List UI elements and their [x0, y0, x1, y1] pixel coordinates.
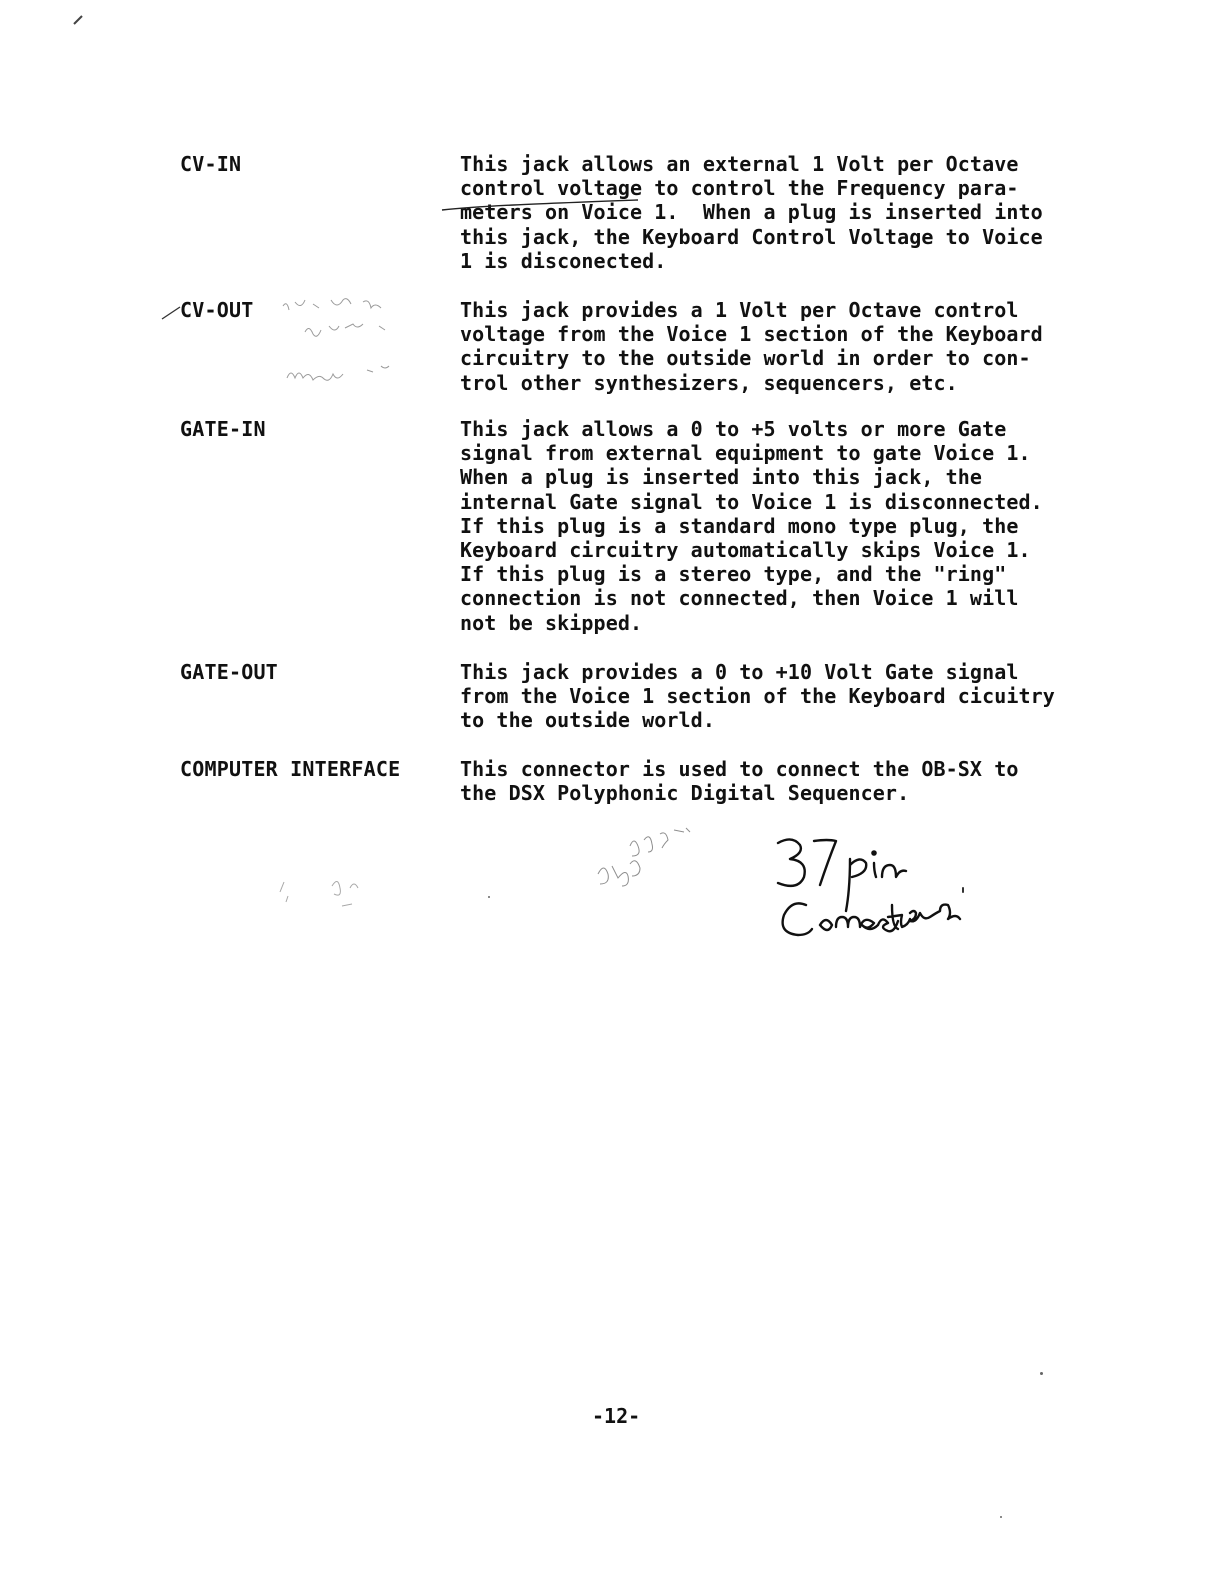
pen-check-mark — [160, 303, 182, 323]
handwritten-note-37-pin-connection — [770, 835, 1030, 955]
description-line: When a plug is inserted into this jack, the — [460, 465, 983, 490]
scan-speck — [1000, 1516, 1002, 1518]
faint-pencil-scribble — [272, 862, 372, 912]
faint-pencil-scribble — [275, 296, 415, 388]
scan-speck — [488, 896, 490, 898]
entry-description — [460, 757, 1100, 805]
description-line: voltage from the Voice 1 section of the Keyboard — [460, 322, 1043, 347]
description-line: signal from external equipment to gate Voice 1. — [460, 441, 1031, 466]
scan-artifact-mark — [72, 14, 84, 26]
entry-description — [460, 298, 1100, 395]
pen-underline-mark — [440, 196, 640, 214]
entry-term: GATE-OUT — [180, 660, 278, 684]
description-line: This jack allows a 0 to +5 volts or more Gate — [460, 417, 1007, 441]
entry-term: CV-IN — [180, 152, 242, 176]
description-line: internal Gate signal to Voice 1 is disconnected. — [460, 489, 1043, 514]
description-line: trol other synthesizers, sequencers, etc. — [460, 370, 958, 395]
description-line: from the Voice 1 section of the Keyboard cicuitry — [460, 684, 1055, 709]
entry-term: CV-OUT — [180, 298, 254, 322]
description-line: control voltage to control the Frequency para- — [460, 176, 1019, 201]
description-line: to the outside world. — [460, 708, 715, 733]
faint-pencil-scribble — [590, 826, 700, 906]
description-line: This jack allows an external 1 Volt per Octave — [460, 152, 1019, 176]
entry-term: COMPUTER INTERFACE — [180, 757, 401, 781]
scan-speck — [962, 887, 964, 893]
entry-description — [460, 660, 1100, 733]
description-line: If this plug is a standard mono type plug, the — [460, 513, 1019, 538]
description-line: This connector is used to connect the OB-SX to — [460, 757, 1019, 781]
description-line: meters on Voice 1. When a plug is inserted into — [460, 200, 1043, 225]
entry-term: GATE-IN — [180, 417, 266, 441]
description-line: this jack, the Keyboard Control Voltage to Voice — [460, 224, 1043, 249]
description-line: Keyboard circuitry automatically skips Voice 1. — [460, 538, 1031, 563]
description-line: 1 is disconected. — [460, 248, 667, 273]
page-number: -12- — [592, 1404, 641, 1428]
description-line: If this plug is a stereo type, and the "ring" — [460, 562, 1007, 587]
description-line: This jack provides a 1 Volt per Octave control — [460, 298, 1019, 322]
description-line: not be skipped. — [460, 610, 643, 635]
description-line: This jack provides a 0 to +10 Volt Gate signal — [460, 660, 1019, 684]
description-line: circuitry to the outside world in order to con- — [460, 346, 1031, 371]
entry-description — [460, 417, 1100, 635]
scan-speck — [1040, 1372, 1043, 1375]
description-line: connection is not connected, then Voice 1 will — [460, 586, 1019, 611]
description-line: the DSX Polyphonic Digital Sequencer. — [460, 781, 910, 806]
